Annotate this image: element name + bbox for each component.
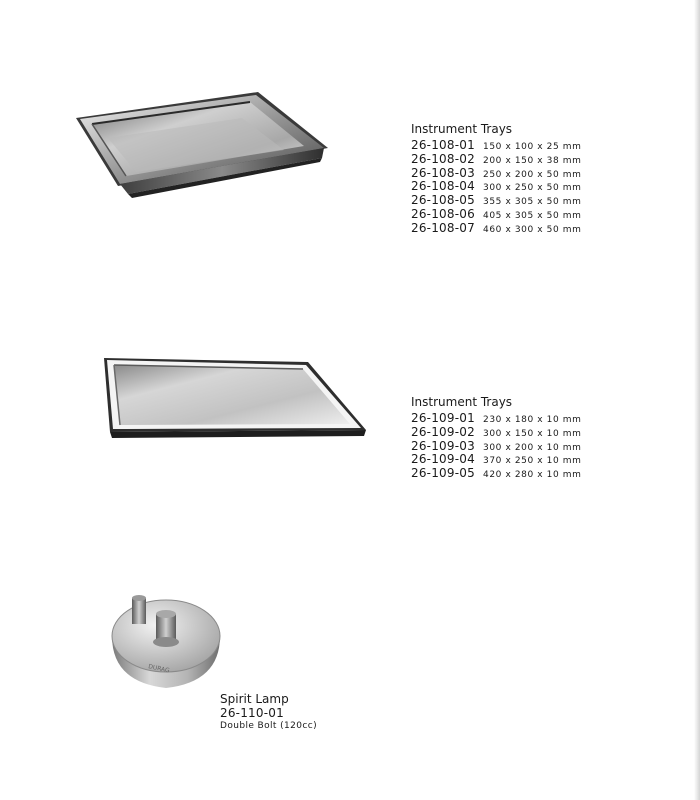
item-code: 26-109-05 (411, 466, 475, 481)
item-code: 26-108-03 (411, 165, 475, 180)
item-code: 26-108-05 (411, 193, 475, 208)
item-code: 26-109-01 (411, 411, 475, 425)
item-code: 26-108-02 (411, 151, 475, 166)
list-item (411, 451, 582, 465)
item-code: 26-108-07 (411, 220, 475, 235)
list-item (411, 465, 582, 479)
item-size: 460 x 300 x 50 mm (483, 224, 582, 235)
item-code: 26-109-02 (411, 424, 475, 439)
item-size: 200 x 150 x 38 mm (483, 155, 582, 166)
item-size: 300 x 150 x 10 mm (483, 428, 582, 439)
block-title: Instrument Trays (411, 122, 513, 136)
list-item (411, 220, 582, 234)
lamp-title: Spirit Lamp (220, 692, 289, 706)
list-item (411, 192, 582, 206)
item-code: 26-108-01 (411, 138, 475, 152)
spirit-lamp-info (220, 692, 317, 732)
list-item (411, 410, 582, 424)
tray-list-109 (411, 395, 582, 479)
item-size: 250 x 200 x 50 mm (483, 169, 582, 180)
lamp-code: 26-110-01 (220, 706, 284, 720)
item-size: 150 x 100 x 25 mm (483, 142, 582, 152)
item-size: 300 x 200 x 10 mm (483, 442, 582, 453)
tray-list-108 (411, 122, 582, 234)
lamp-description: Double Bolt (120cc) (220, 721, 318, 731)
item-size: 405 x 305 x 50 mm (483, 210, 582, 221)
page-edge (694, 0, 700, 800)
deep-tray-image (70, 88, 335, 200)
lamp-engraving: DURAG (147, 663, 171, 675)
flat-tray-image (100, 352, 370, 442)
item-code: 26-108-04 (411, 179, 475, 194)
list-item (411, 165, 582, 179)
list-item (411, 178, 582, 192)
spirit-lamp-image (108, 590, 226, 692)
list-item (411, 151, 582, 165)
item-size: 355 x 305 x 50 mm (483, 197, 582, 208)
item-code: 26-109-03 (411, 438, 475, 453)
item-size: 300 x 250 x 50 mm (483, 183, 582, 194)
list-item (411, 206, 582, 220)
list-item (411, 424, 582, 438)
block-title: Instrument Trays (411, 395, 513, 409)
item-size: 230 x 180 x 10 mm (483, 415, 582, 425)
item-code: 26-108-06 (411, 206, 475, 221)
list-item (411, 137, 582, 151)
item-code: 26-109-04 (411, 452, 475, 467)
item-size: 370 x 250 x 10 mm (483, 456, 582, 467)
item-size: 420 x 280 x 10 mm (483, 470, 582, 481)
list-item (411, 438, 582, 452)
